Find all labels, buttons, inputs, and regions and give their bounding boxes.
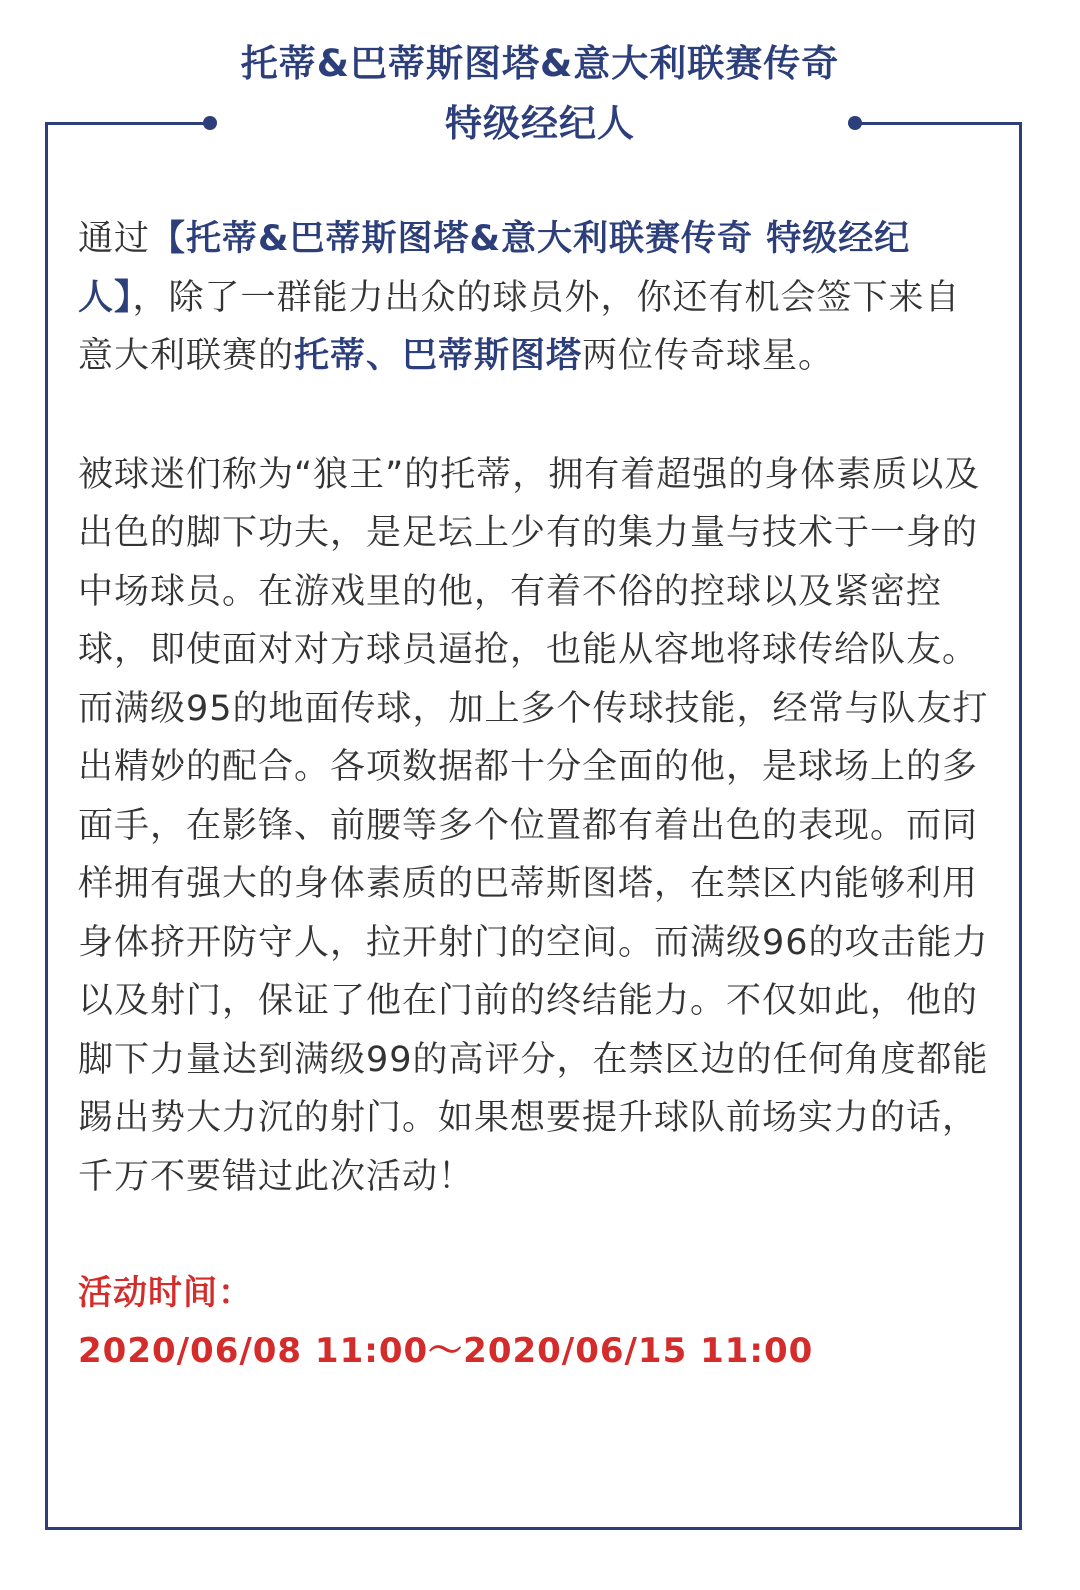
intro-paragraph <box>78 210 993 386</box>
article-body <box>78 210 993 1380</box>
page-title-line1: 托蒂&巴蒂斯图塔&意大利联赛传奇 <box>240 42 840 85</box>
paragraph-spacer <box>78 386 993 446</box>
event-time-label: 活动时间： <box>78 1273 253 1313</box>
intro-highlight-title: 【托蒂&巴蒂斯图塔&意大利联赛传奇 特级经纪人】 <box>78 219 911 318</box>
intro-prefix: 通过 <box>78 219 151 259</box>
intro-suffix: 两位传奇球星。 <box>582 336 835 376</box>
description-paragraph: 被球迷们称为“狼王”的托蒂，拥有着超强的身体素质以及出色的脚下功夫，是足坛上少有的集力量与技术于一身的中场球员。在游戏里的他，有着不俗的控球以及紧密控球，即使面对对方球员逼抢，也能从容地将球传给队友。而满级95的地面传球，加上多个传球技能，经常与队友打出精妙的配合。各项数据都十分全面的他，是球场上的多面手，在影锋、前腰等多个位置都有着出色的表现。而同样拥有强大的身体素质的巴蒂斯图塔，在禁区内能够利用身体挤开防守人，拉开射门的空间。而满级96的攻击能力以及射门，保证了他在门前的终结能力。不仅如此，他的脚下力量达到满级99的高评分，在禁区边的任何角度都能踢出势大力沉的射门。如果想要提升球队前场实力的话，千万不要错过此次活动！ <box>78 454 989 1197</box>
page-title-line2: 特级经纪人 <box>445 102 635 145</box>
event-time-value: 2020/06/08 11:00～2020/06/15 11:00 <box>78 1331 814 1371</box>
intro-highlight-players: 托蒂、巴蒂斯图塔 <box>294 336 583 376</box>
intro-middle: ，除了一群能力出众的球员外，你还有机会签下来自意大利联赛的 <box>78 277 961 376</box>
